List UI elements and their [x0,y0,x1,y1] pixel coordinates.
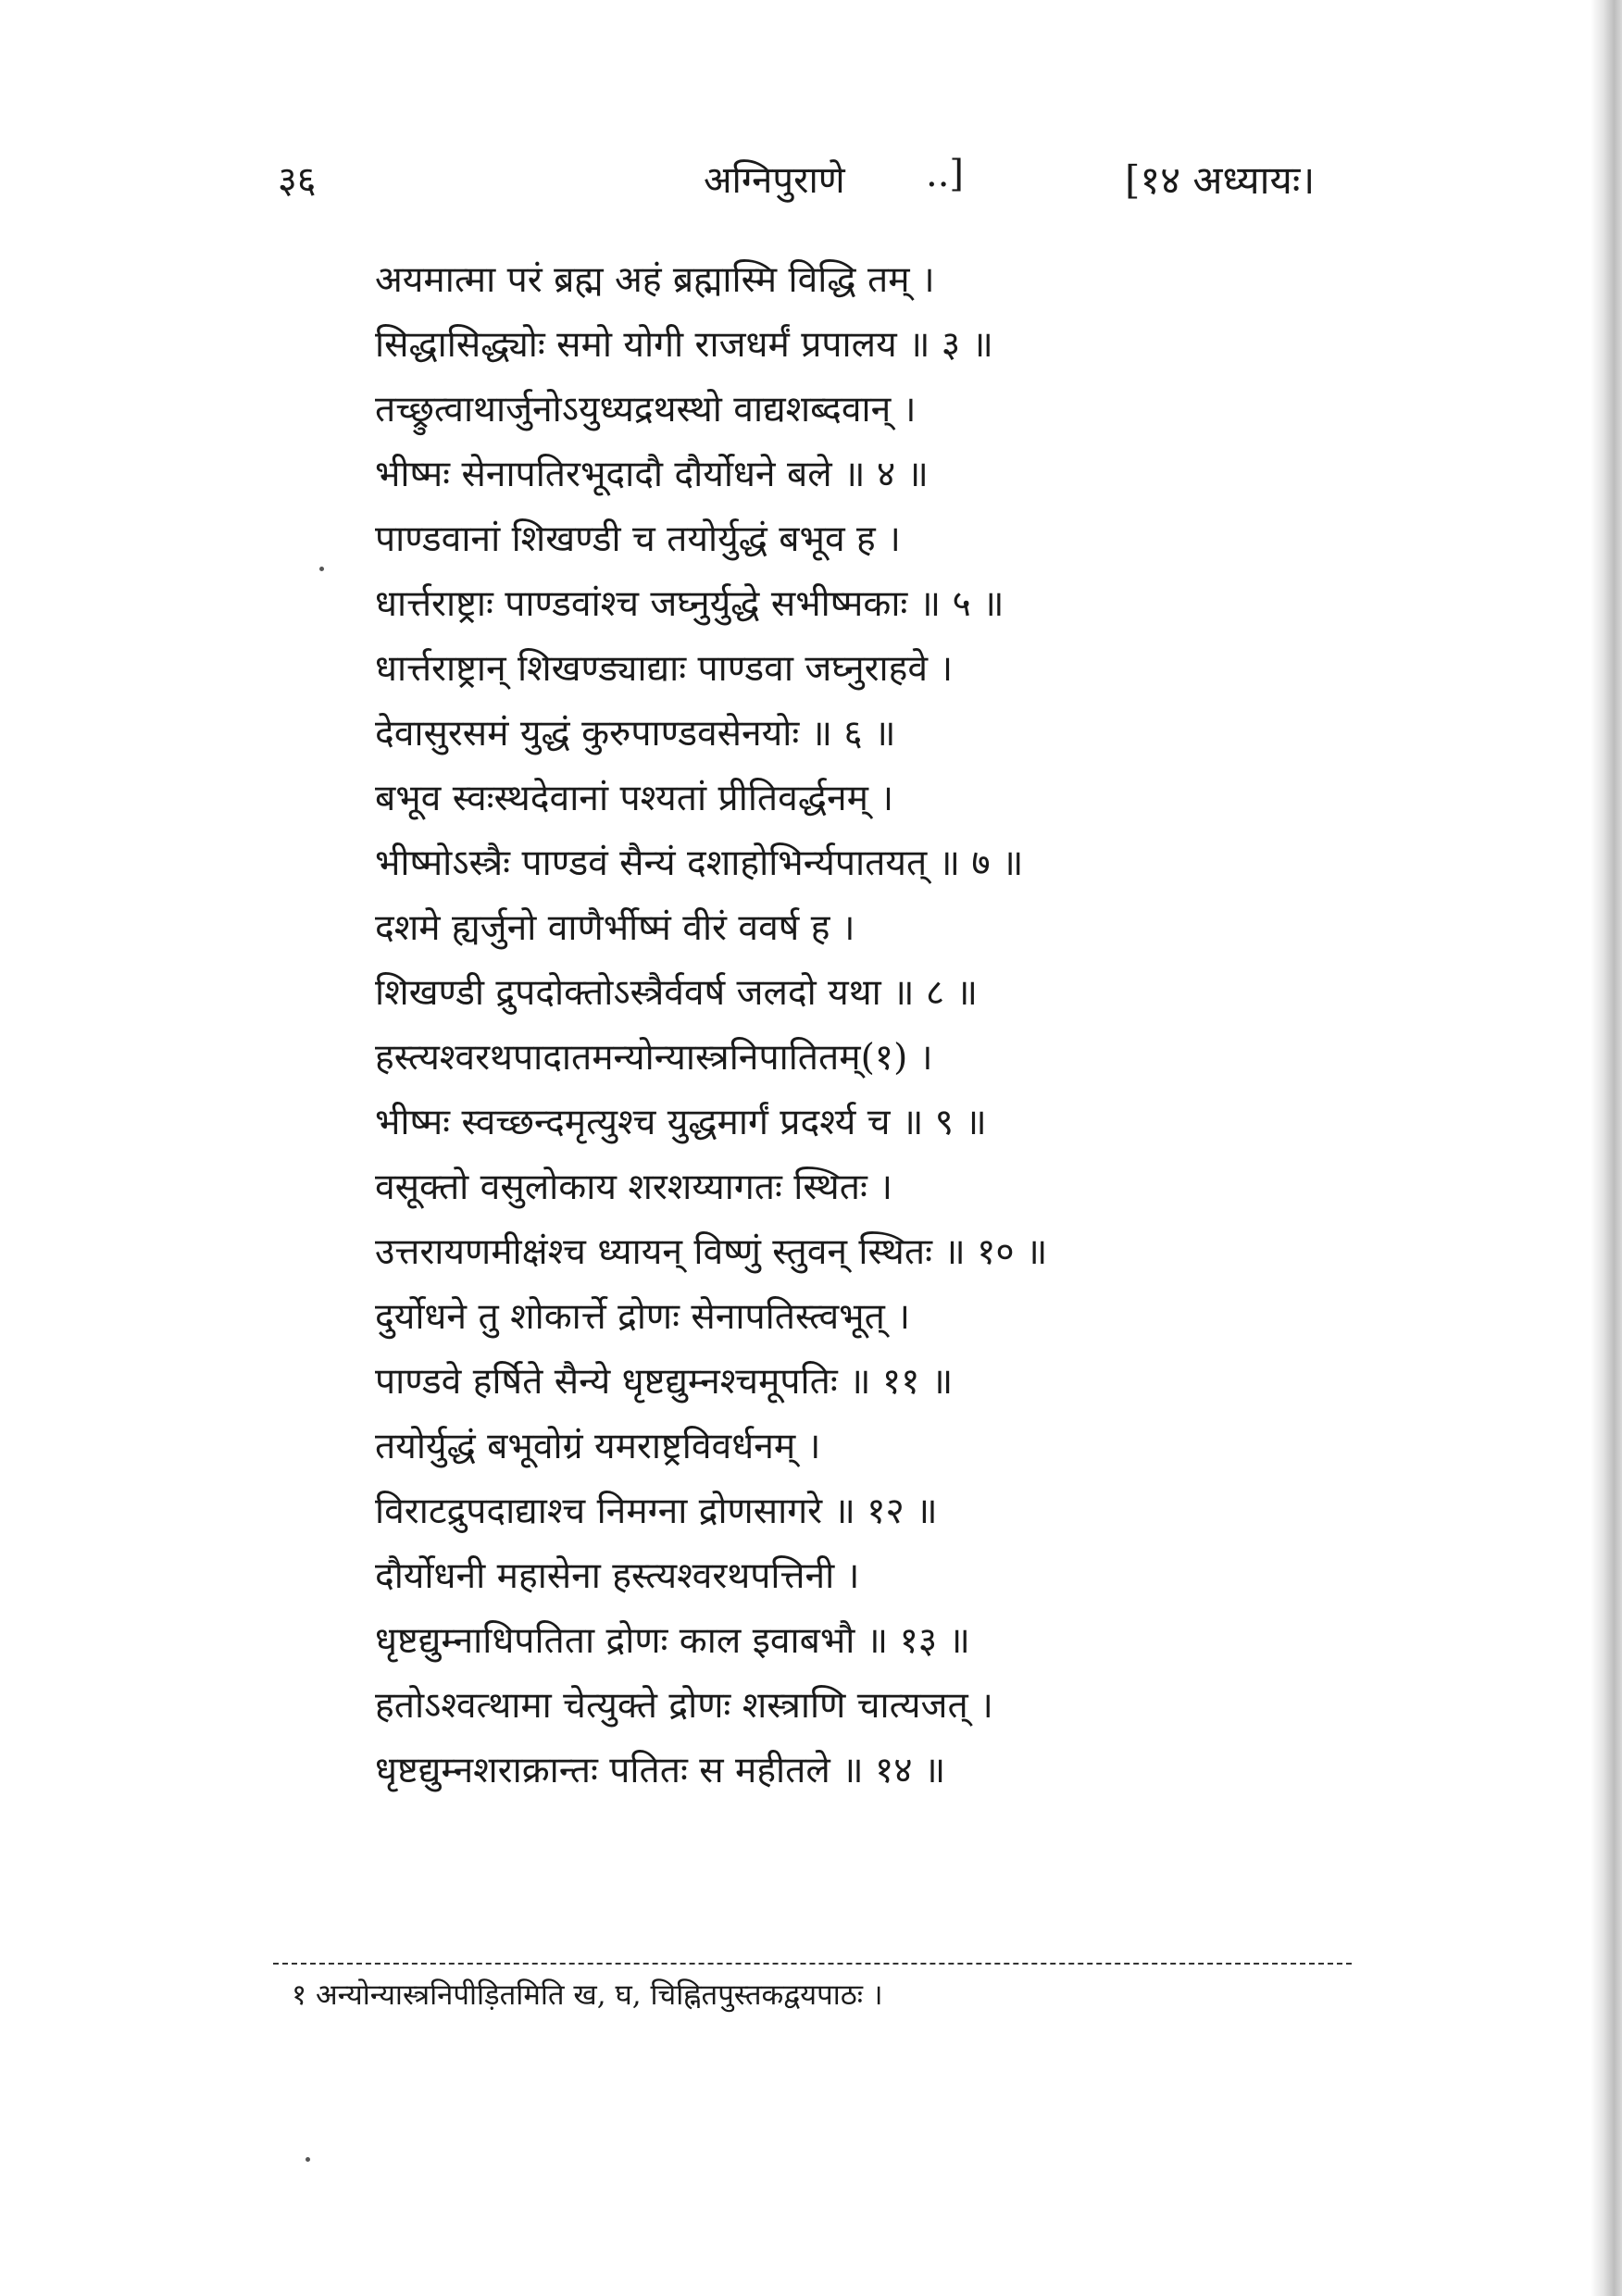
scan-edge-shadow [1591,0,1622,2296]
verse-line: धार्त्तराष्ट्राः पाण्डवांश्च जघ्नुर्युद्धे सभीष्मकाः ॥ ५ ॥ [375,583,1004,625]
verse-line: दौर्योधनी महासेना हस्त्यश्वरथपत्तिनी । [375,1555,860,1597]
verse-line: दशमे ह्यर्जुनो वाणैर्भीष्मं वीरं ववर्ष ह । [375,907,855,949]
verse-line: तच्छ्रुत्वाथार्जुनोऽयुध्यद्रथस्थो वाद्यशब्दवान् । [375,389,917,430]
verse-block [375,248,1301,1803]
chapter-reference: [१४ अध्यायः। [1125,157,1316,203]
page-number: ३६ [278,159,317,202]
footnote-divider [273,1963,1352,1965]
page-header [278,153,1444,218]
verse-line: विराटद्रुपदाद्याश्च निमग्ना द्रोणसागरे ॥ १२ ॥ [375,1491,938,1532]
verse-line: वसूक्तो वसुलोकाय शरशय्यागतः स्थितः । [375,1167,893,1208]
verse-line: हस्त्यश्वरथपादातमन्योन्यास्त्रनिपातितम्(१) । [375,1037,933,1079]
verse-line: भीष्मः स्वच्छन्दमृत्युश्च युद्धमार्गं प्रदर्श्य च ॥ ९ ॥ [375,1102,987,1143]
scan-speck [306,2157,310,2162]
verse-line: अयमात्मा परं ब्रह्म अहं ब्रह्मास्मि विद्धि तम् । [375,259,935,301]
scan-speck [319,567,324,571]
verse-line: पाण्डवानां शिखण्डी च तयोर्युद्धं बभूव ह । [375,518,901,560]
verse-line: हतोऽश्वत्थामा चेत्युक्ते द्रोणः शस्त्राणि चात्यजत् । [375,1685,993,1727]
footnote: १ अन्योन्यास्त्रनिपीड़ितमिति ख, घ, चिह्नितपुस्तकद्वयपाठः । [292,1978,883,2012]
verse-line: भीष्मोऽस्त्रैः पाण्डवं सैन्यं दशाहोभिर्न्यपातयत् ॥ ७ ॥ [375,842,1024,884]
title-mark: ..] [926,153,965,195]
verse-line: धार्त्तराष्ट्रान् शिखण्ड्याद्याः पाण्डवा जघ्नुराहवे । [375,648,954,690]
verse-line: पाण्डवे हर्षिते सैन्ये धृष्टद्युम्नश्चमूपतिः ॥ ११ ॥ [375,1361,954,1403]
verse-line: धृष्टद्युम्नाधिपतिता द्रोणः काल इवाबभौ ॥ १३ ॥ [375,1620,970,1662]
verse-line: शिखण्डी द्रुपदोक्तोऽस्त्रैर्ववर्ष जलदो यथा ॥ ८ ॥ [375,972,978,1014]
verse-line: भीष्मः सेनापतिरभूदादौ दौर्योधने बले ॥ ४ ॥ [375,454,929,495]
verse-line: सिद्धासिद्ध्योः समो योगी राजधर्मं प्रपालय ॥ ३ ॥ [375,324,993,366]
running-title: अग्निपुराणे [704,159,845,202]
verse-line: तयोर्युद्धं बभूवोग्रं यमराष्ट्रविवर्धनम् । [375,1426,821,1467]
verse-line: धृष्टद्युम्नशराक्रान्तः पतितः स महीतले ॥ १४ ॥ [375,1750,946,1791]
verse-line: देवासुरसमं युद्धं कुरुपाण्डवसेनयोः ॥ ६ ॥ [375,713,896,755]
verse-line: बभूव स्वःस्थदेवानां पश्यतां प्रीतिवर्द्धनम् । [375,778,894,819]
verse-line: उत्तरायणमीक्षंश्च ध्यायन् विष्णुं स्तुवन् स्थितः ॥ १० ॥ [375,1231,1048,1273]
verse-line: दुर्योधने तु शोकार्त्ते द्रोणः सेनापतिस्त्वभूत् । [375,1296,910,1338]
